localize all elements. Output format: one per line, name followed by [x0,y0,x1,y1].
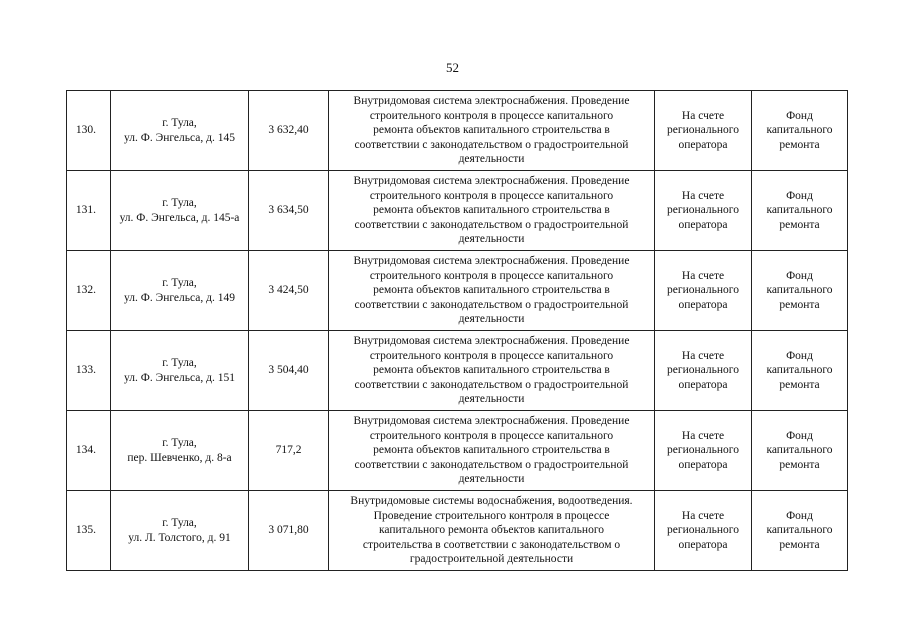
description-line: Внутридомовая система электроснабжения. Проведение [353,255,630,268]
owner-line: регионального [667,204,739,217]
address-city: г. Тула, [162,356,197,369]
owner-line: оператора [678,138,728,151]
owner-line: оператора [678,218,728,231]
address-cell [111,491,249,571]
address-street: ул. Л. Толстого, д. 91 [128,531,231,544]
cost-cell: 3 071,80 [249,491,329,571]
description-line: строительного контроля в процессе капитального [369,189,614,202]
funding-source-cell [752,491,848,571]
description-line: ремонта объектов капитального строительства в [373,284,610,297]
cost-cell: 3 634,50 [249,171,329,251]
description-line: деятельности [458,313,525,326]
description-line: капитального ремонта объектов капитального [378,524,604,537]
table-row [67,251,848,331]
owner-line: оператора [678,378,728,391]
table-row [67,491,848,571]
address-city: г. Тула, [162,276,197,289]
owner-line: регионального [667,444,739,457]
address-city: г. Тула, [162,196,197,209]
owner-line: На счете [681,509,725,522]
address-street: ул. Ф. Энгельса, д. 149 [124,291,235,304]
owner-line: На счете [681,349,725,362]
source-line: Фонд [786,109,813,122]
row-number: 135. [67,491,111,571]
owner-line: оператора [678,458,728,471]
owner-line: регионального [667,364,739,377]
description-line: ремонта объектов капитального строительства в [373,204,610,217]
description-line: деятельности [458,473,525,486]
table-row [67,171,848,251]
cost-cell: 717,2 [249,411,329,491]
cost-cell: 3 632,40 [249,91,329,171]
address-street: ул. Ф. Энгельса, д. 151 [124,371,235,384]
address-street: пер. Шевченко, д. 8-а [127,451,232,464]
cost-cell: 3 424,50 [249,251,329,331]
cost-cell: 3 504,40 [249,331,329,411]
table-row [67,411,848,491]
address-cell [111,91,249,171]
page-number: 52 [446,60,459,75]
description-line: строительства в соответствии с законодательством о [362,538,621,551]
account-owner-cell [655,491,752,571]
description-line: градостроительной деятельности [409,553,574,566]
owner-line: регионального [667,284,739,297]
description-line: Внутридомовая система электроснабжения. Проведение [353,175,630,188]
description-line: строительного контроля в процессе капитального [369,429,614,442]
account-owner-cell [655,331,752,411]
description-line: Внутридомовая система электроснабжения. Проведение [353,335,630,348]
funding-source-cell [752,91,848,171]
description-line: деятельности [458,233,525,246]
account-owner-cell [655,171,752,251]
source-line: ремонта [779,458,820,471]
source-line: Фонд [786,189,813,202]
account-owner-cell [655,251,752,331]
description-cell [329,331,655,411]
description-cell [329,171,655,251]
source-line: ремонта [779,298,820,311]
description-line: деятельности [458,153,525,166]
row-number: 132. [67,251,111,331]
description-line: ремонта объектов капитального строительства в [373,124,610,137]
owner-line: На счете [681,189,725,202]
description-line: соответствии с законодательством о градостроительной [354,298,629,311]
row-number: 130. [67,91,111,171]
address-city: г. Тула, [162,116,197,129]
address-city: г. Тула, [162,516,197,529]
address-street: ул. Ф. Энгельса, д. 145-а [119,211,240,224]
owner-line: регионального [667,124,739,137]
source-line: ремонта [779,218,820,231]
source-line: капитального [766,444,833,457]
description-line: ремонта объектов капитального строительства в [373,444,610,457]
description-cell [329,411,655,491]
address-cell [111,411,249,491]
description-cell [329,251,655,331]
description-line: соответствии с законодательством о градостроительной [354,378,629,391]
funding-source-cell [752,171,848,251]
owner-line: На счете [681,269,725,282]
owner-line: На счете [681,429,725,442]
source-line: капитального [766,204,833,217]
source-line: капитального [766,124,833,137]
address-cell [111,251,249,331]
description-cell [329,91,655,171]
funding-source-cell [752,411,848,491]
source-line: Фонд [786,349,813,362]
source-line: Фонд [786,429,813,442]
account-owner-cell [655,91,752,171]
source-line: капитального [766,524,833,537]
source-line: ремонта [779,378,820,391]
row-number: 133. [67,331,111,411]
description-line: Внутридомовые системы водоснабжения, водоотведения. [350,495,633,508]
funding-source-cell [752,331,848,411]
address-city: г. Тула, [162,436,197,449]
source-line: капитального [766,284,833,297]
description-line: Внутридомовая система электроснабжения. Проведение [353,95,630,108]
table-row [67,331,848,411]
address-cell [111,171,249,251]
source-line: Фонд [786,509,813,522]
description-cell [329,491,655,571]
description-line: строительного контроля в процессе капитального [369,109,614,122]
table-row [67,91,848,171]
owner-line: оператора [678,538,728,551]
row-number: 134. [67,411,111,491]
description-line: деятельности [458,393,525,406]
source-line: ремонта [779,138,820,151]
owner-line: На счете [681,109,725,122]
description-line: Внутридомовая система электроснабжения. Проведение [353,415,630,428]
description-line: строительного контроля в процессе капитального [369,349,614,362]
source-line: ремонта [779,538,820,551]
source-line: Фонд [786,269,813,282]
row-number: 131. [67,171,111,251]
description-line: соответствии с законодательством о градостроительной [354,218,629,231]
description-line: ремонта объектов капитального строительства в [373,364,610,377]
works-table [66,90,848,571]
address-street: ул. Ф. Энгельса, д. 145 [124,131,235,144]
owner-line: регионального [667,524,739,537]
description-line: соответствии с законодательством о градостроительной [354,138,629,151]
owner-line: оператора [678,298,728,311]
source-line: капитального [766,364,833,377]
description-line: соответствии с законодательством о градостроительной [354,458,629,471]
funding-source-cell [752,251,848,331]
account-owner-cell [655,411,752,491]
description-line: строительного контроля в процессе капитального [369,269,614,282]
description-line: Проведение строительного контроля в процессе [373,509,610,522]
address-cell [111,331,249,411]
